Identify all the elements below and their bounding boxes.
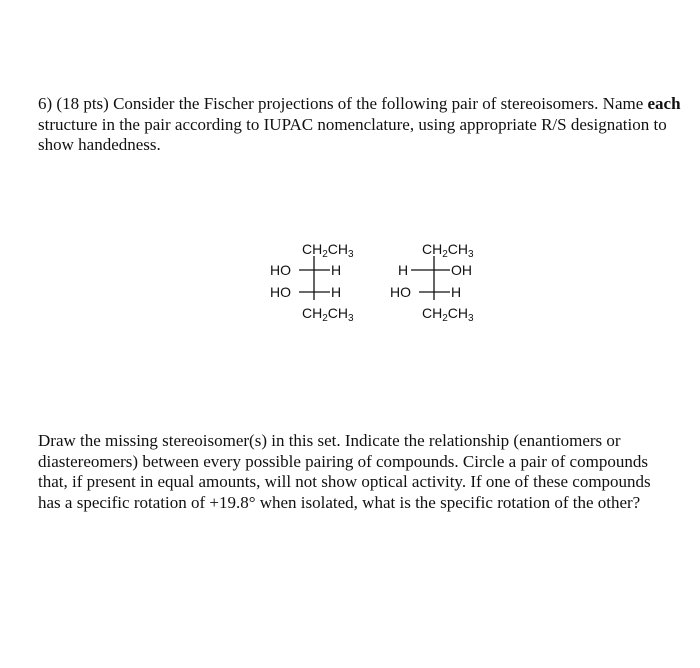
- fischer-projection-1: [268, 238, 378, 328]
- fischer-2-bottom-group: $CH_2CH_3$: [422, 305, 474, 324]
- fischer-1-row1-left: HO: [270, 262, 291, 278]
- question-bold-word: each: [647, 94, 681, 113]
- fischer-1-row2-right: H: [331, 284, 342, 300]
- question-rest: structure in the pair according to IUPAC nomenclature, using appropriate R/S designation to show handedness.: [38, 114, 667, 154]
- fischer-2-row1-right: OH: [451, 262, 472, 278]
- fischer-1-top-group: $CH_2CH_3$: [302, 241, 354, 260]
- fischer-projection-2: [388, 238, 498, 328]
- fischer-2-top-group: $CH_2CH_3$: [422, 241, 474, 260]
- question-text: [38, 94, 684, 156]
- followup-question: Draw the missing stereoisomer(s) in this set. Indicate the relationship (enantiomers or diastereomers) between every possible pairing of compounds. Circle a pair of compounds that, if present in equal amounts, will not show optical activity. If one of these compounds has a specific rotation of +19.8° when isolated, what is the specific rotation of the other?: [38, 431, 651, 512]
- fischer-1-bottom-group: $CH_2CH_3$: [302, 305, 354, 324]
- fischer-2-row2-right: H: [451, 284, 462, 300]
- fischer-2-row1-left: H: [398, 262, 409, 278]
- fischer-2-row2-left: HO: [390, 284, 411, 300]
- question-intro: 6) (18 pts) Consider the Fischer projections of the following pair of stereoisomers. Name: [38, 94, 644, 113]
- fischer-1-row1-right: H: [331, 262, 342, 278]
- fischer-1-row2-left: HO: [270, 284, 291, 300]
